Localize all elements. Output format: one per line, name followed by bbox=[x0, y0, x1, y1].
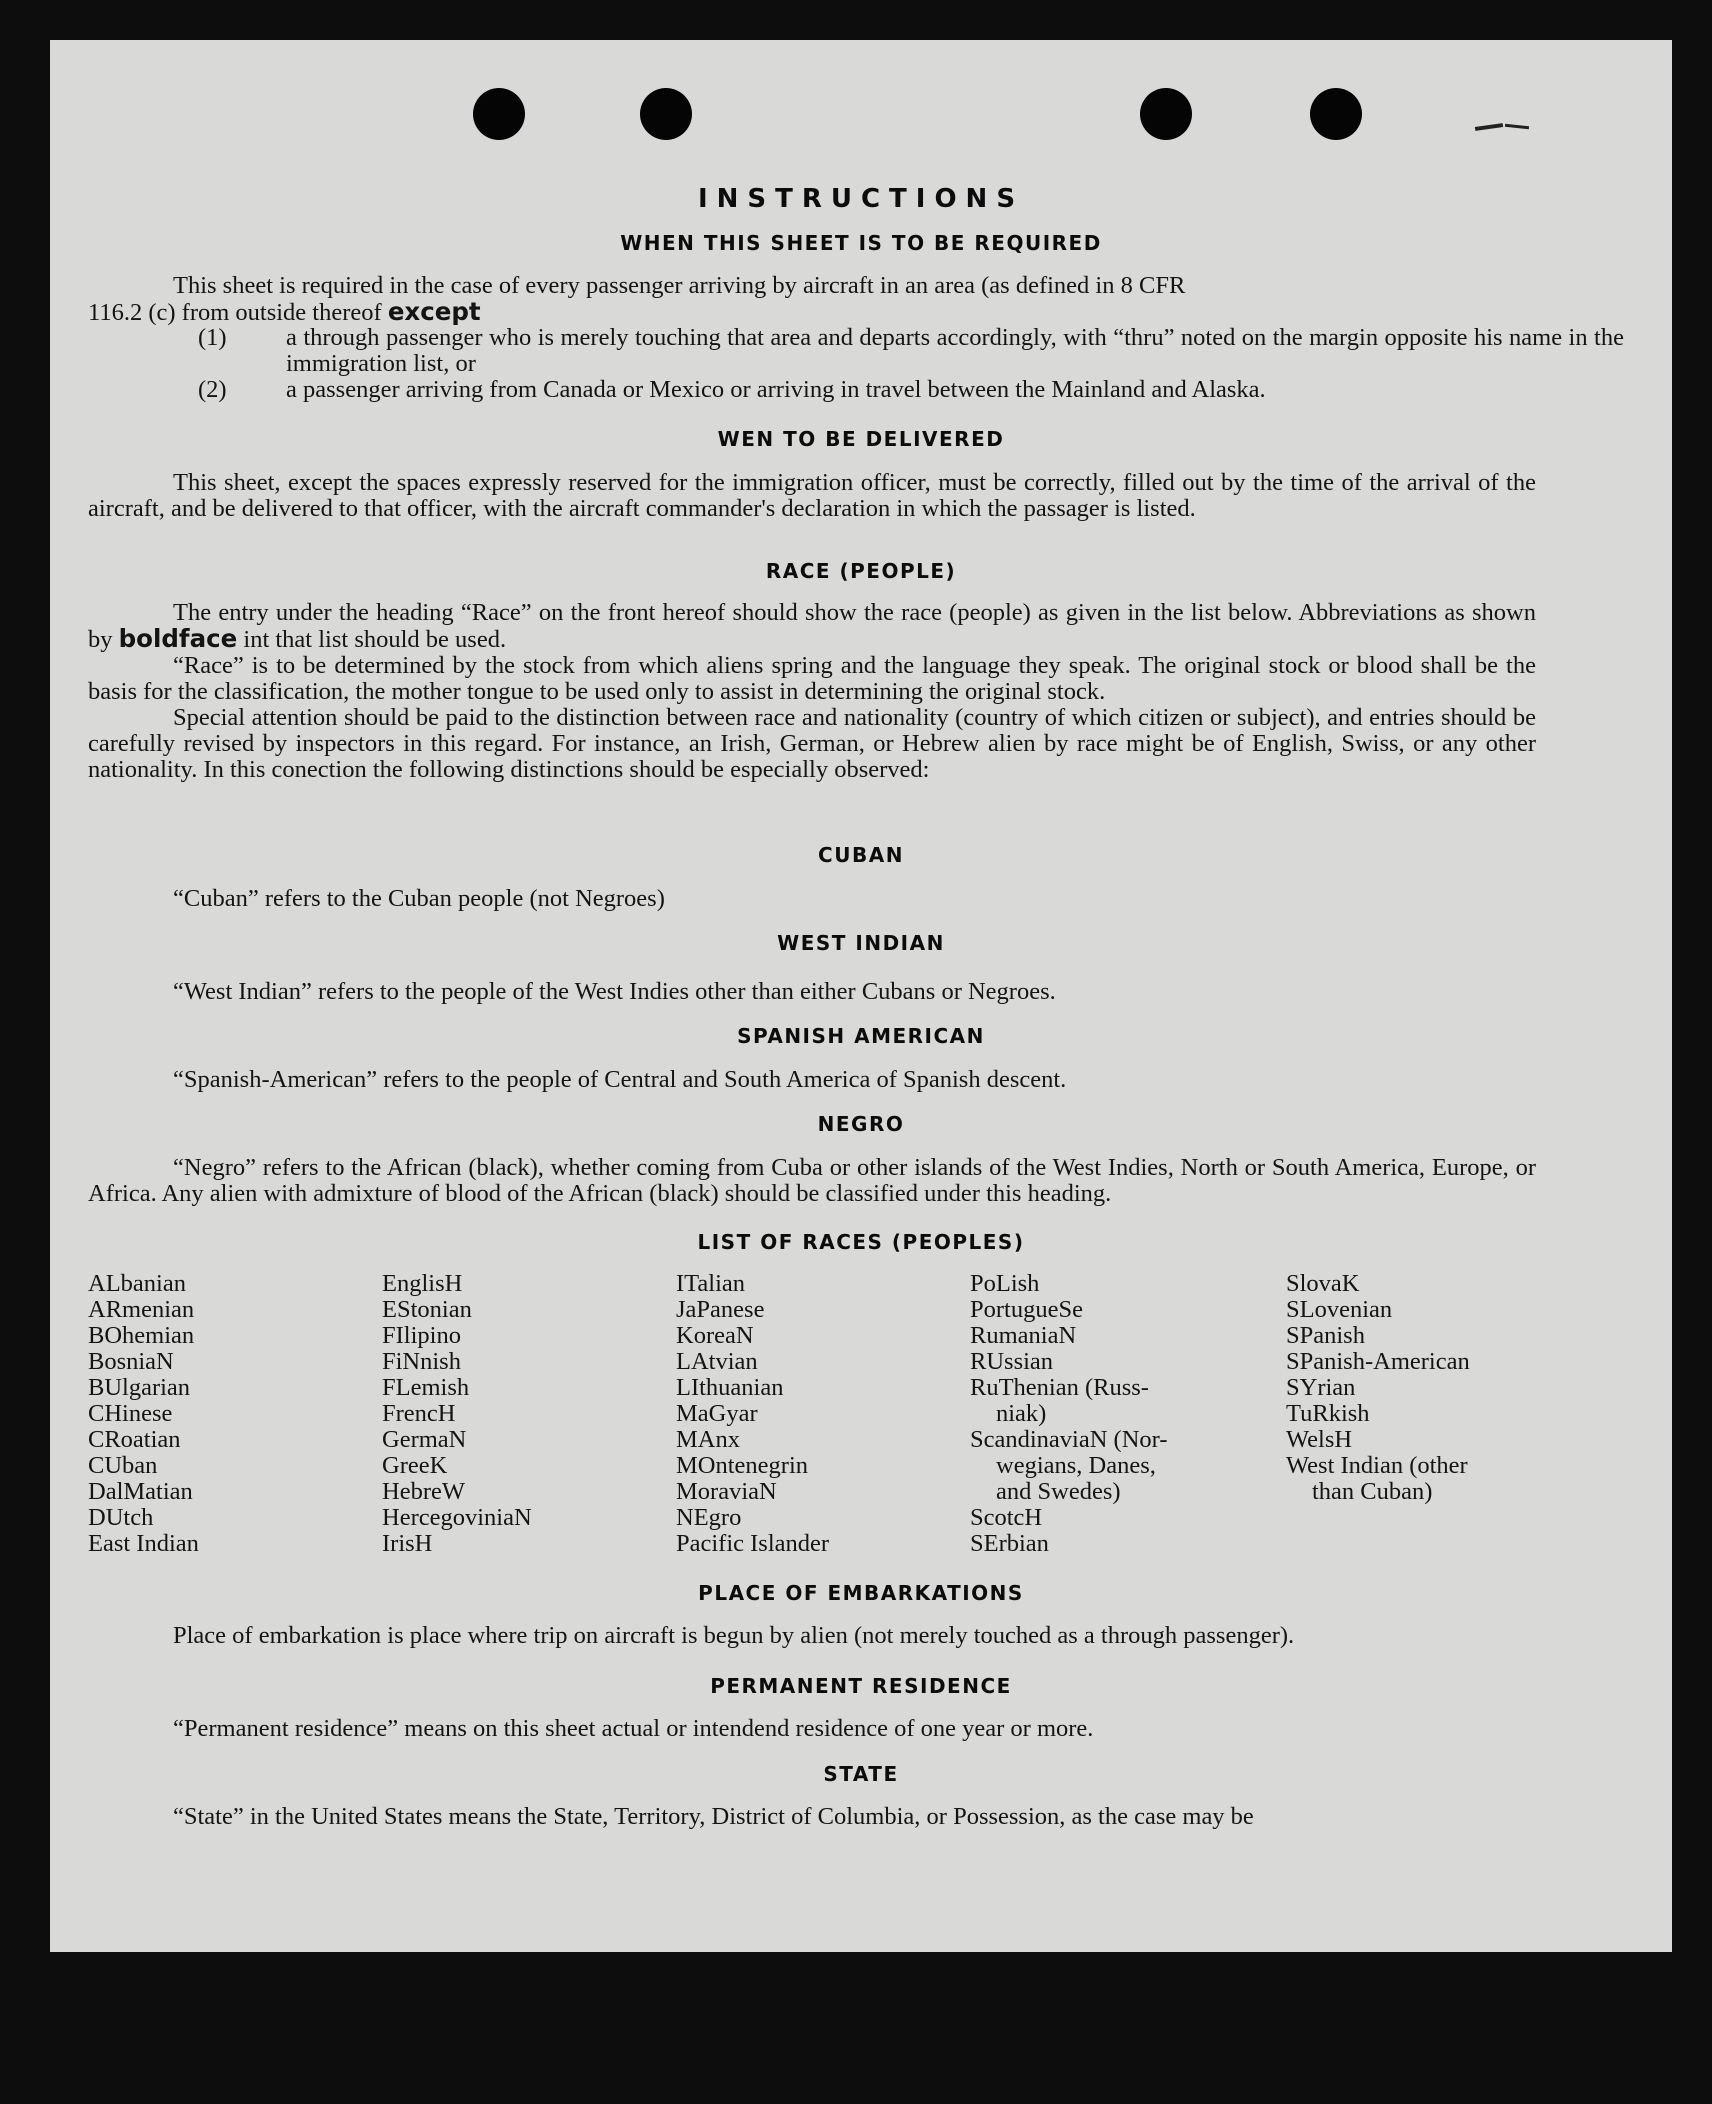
section-heading-required: WHEN THIS SHEET IS TO BE REQUIRED bbox=[620, 231, 1102, 255]
race-list-item: RumaniaN bbox=[970, 1322, 1077, 1349]
punch-hole bbox=[1140, 88, 1192, 140]
punch-hole bbox=[640, 88, 692, 140]
race-list-item: CRoatian bbox=[88, 1426, 181, 1453]
race-list-item: LAtvian bbox=[676, 1348, 758, 1375]
race-list-column-4 bbox=[970, 1271, 1167, 1557]
section-heading-list-of-races: LIST OF RACES (PEOPLES) bbox=[697, 1230, 1025, 1254]
west-indian-paragraph: “West Indian” refers to the people of the West Indies other than either Cubans or Negroes. bbox=[173, 978, 1056, 1005]
race-list-item: SLovenian bbox=[1286, 1296, 1393, 1323]
race-list-item: WelsH bbox=[1286, 1426, 1353, 1453]
race-list-item: DUtch bbox=[88, 1504, 154, 1531]
race-list-item: PoLish bbox=[970, 1270, 1040, 1297]
embarkation-paragraph: Place of embarkation is place where trip on aircraft is begun by alien (not merely touched as a through passenger). bbox=[173, 1622, 1295, 1649]
race-list-item: wegians, Danes, bbox=[996, 1452, 1156, 1479]
negro-paragraph: “Negro” refers to the African (black), whether coming from Cuba or other islands of the West Indies, North or South America, Europe, or Africa. Any alien with admixture of blood of the African (black) should be classified under this heading. bbox=[88, 1154, 1536, 1207]
race-list-item: BUlgarian bbox=[88, 1374, 191, 1401]
race-list-item: TuRkish bbox=[1286, 1400, 1370, 1427]
race-list-item: HercegoviniaN bbox=[382, 1504, 532, 1531]
punch-hole bbox=[1310, 88, 1362, 140]
race-list-item: FIlipino bbox=[382, 1322, 461, 1349]
race-list-item: ALbanian bbox=[88, 1270, 186, 1297]
race-list-item: KoreaN bbox=[676, 1322, 754, 1349]
race-list-item: FLemish bbox=[382, 1374, 470, 1401]
section-heading-delivered: WEN TO BE DELIVERED bbox=[717, 427, 1005, 451]
race-list-item: GreeK bbox=[382, 1452, 448, 1479]
race-list-item: RUssian bbox=[970, 1348, 1054, 1375]
exception-item-2: (2) a passenger arriving from Canada or Mexico or arriving in travel between the Mainland and Alaska. bbox=[198, 376, 1266, 403]
section-heading-state: STATE bbox=[823, 1762, 899, 1786]
section-heading-spanish-american: SPANISH AMERICAN bbox=[737, 1024, 985, 1048]
race-list-item: PortugueSe bbox=[970, 1296, 1083, 1323]
race-list-item: ITalian bbox=[676, 1270, 746, 1297]
race-list-item: SYrian bbox=[1286, 1374, 1356, 1401]
race-list-item: West Indian (other bbox=[1286, 1452, 1468, 1479]
race-list-item: MOntenegrin bbox=[676, 1452, 808, 1479]
scan-mark bbox=[1475, 123, 1503, 131]
race-list-item: niak) bbox=[996, 1400, 1047, 1427]
section-heading-race: RACE (PEOPLE) bbox=[765, 559, 957, 583]
residence-paragraph: “Permanent residence” means on this sheet actual or intendend residence of one year or more. bbox=[173, 1715, 1094, 1742]
race-list-item: DalMatian bbox=[88, 1478, 193, 1505]
race-list-item: SlovaK bbox=[1286, 1270, 1360, 1297]
race-list-item: than Cuban) bbox=[1312, 1478, 1433, 1505]
race-list-item: ScandinaviaN (Nor- bbox=[970, 1426, 1168, 1453]
race-list-item: EStonian bbox=[382, 1296, 472, 1323]
race-list-item: SPanish bbox=[1286, 1322, 1365, 1349]
race-list-item: JaPanese bbox=[676, 1296, 765, 1323]
race-list-item: BOhemian bbox=[88, 1322, 195, 1349]
race-list-item: BosniaN bbox=[88, 1348, 174, 1375]
race-list-item: MoraviaN bbox=[676, 1478, 777, 1505]
exception-item-1: (1) a through passenger who is merely touching that area and departs accordingly, with “thru” noted on the margin opposite his name in the immigration list, or bbox=[198, 324, 1624, 377]
cuban-paragraph: “Cuban” refers to the Cuban people (not Negroes) bbox=[173, 885, 665, 912]
race-list-item: ARmenian bbox=[88, 1296, 195, 1323]
race-list-item: RuThenian (Russ- bbox=[970, 1374, 1149, 1401]
race-list-column-1 bbox=[88, 1271, 199, 1557]
race-list-column-3 bbox=[676, 1271, 829, 1557]
required-paragraph: This sheet is required in the case of every passenger arriving by aircraft in an area (as defined in 8 CFR 116.2 (c) from outside thereof except bbox=[88, 272, 1186, 326]
race-list-item: IrisH bbox=[382, 1530, 433, 1557]
race-list-item: CUban bbox=[88, 1452, 158, 1479]
race-list-item: and Swedes) bbox=[996, 1478, 1121, 1505]
scan-mark bbox=[1505, 124, 1529, 129]
race-list-item: FiNnish bbox=[382, 1348, 461, 1375]
race-list-column-2 bbox=[382, 1271, 532, 1557]
race-list-item: Pacific Islander bbox=[676, 1530, 830, 1557]
section-heading-cuban: CUBAN bbox=[818, 843, 904, 867]
race-list-item: MAnx bbox=[676, 1426, 740, 1453]
race-list-item: LIthuanian bbox=[676, 1374, 784, 1401]
race-paragraph: The entry under the heading “Race” on the front hereof should show the race (people) as given in the list below. Abbreviations as shown by boldface int that list should be used. “Race” is to be determined by the stock from which aliens spring and the language they speak. The original stock or blood shall be the basis for the classification, the mother tongue to be used only to assist in determining the original stock. Special attention should be paid to the distinction between race and nationality (country of which citizen or subject), and entries should be carefully revised by inspectors in this regard. For instance, an Irish, German, or Hebrew alien by race might be of English, Swiss, or any other nationality. In this conection the following distinctions should be especially observed: bbox=[88, 599, 1536, 783]
race-list-item: ScotcH bbox=[970, 1504, 1043, 1531]
section-heading-embarkation: PLACE OF EMBARKATIONS bbox=[698, 1581, 1024, 1605]
section-heading-negro: NEGRO bbox=[817, 1112, 905, 1136]
race-list-column-5 bbox=[1286, 1271, 1470, 1505]
race-list-item: GermaN bbox=[382, 1426, 467, 1453]
page-title: INSTRUCTIONS bbox=[697, 184, 1025, 214]
race-list-item: NEgro bbox=[676, 1504, 742, 1531]
race-list-item: HebreW bbox=[382, 1478, 465, 1505]
race-list-item: SErbian bbox=[970, 1530, 1049, 1557]
race-list-item: MaGyar bbox=[676, 1400, 758, 1427]
race-list-item: EnglisH bbox=[382, 1270, 463, 1297]
punch-hole bbox=[473, 88, 525, 140]
spanish-american-paragraph: “Spanish-American” refers to the people of Central and South America of Spanish descent. bbox=[173, 1066, 1067, 1093]
section-heading-residence: PERMANENT RESIDENCE bbox=[710, 1674, 1012, 1698]
race-list-item: East Indian bbox=[88, 1530, 199, 1557]
state-paragraph: “State” in the United States means the State, Territory, District of Columbia, or Possession, as the case may be bbox=[173, 1803, 1254, 1830]
race-list-item: FrencH bbox=[382, 1400, 456, 1427]
delivered-paragraph: This sheet, except the spaces expressly reserved for the immigration officer, must be correctly, filled out by the time of the arrival of the aircraft, and be delivered to that officer, with the aircraft commander's declaration in which the passager is listed. bbox=[88, 469, 1536, 522]
race-list-item: CHinese bbox=[88, 1400, 173, 1427]
race-list-item: SPanish-American bbox=[1286, 1348, 1470, 1375]
document-sheet bbox=[50, 40, 1672, 1952]
section-heading-west-indian: WEST INDIAN bbox=[777, 931, 945, 955]
